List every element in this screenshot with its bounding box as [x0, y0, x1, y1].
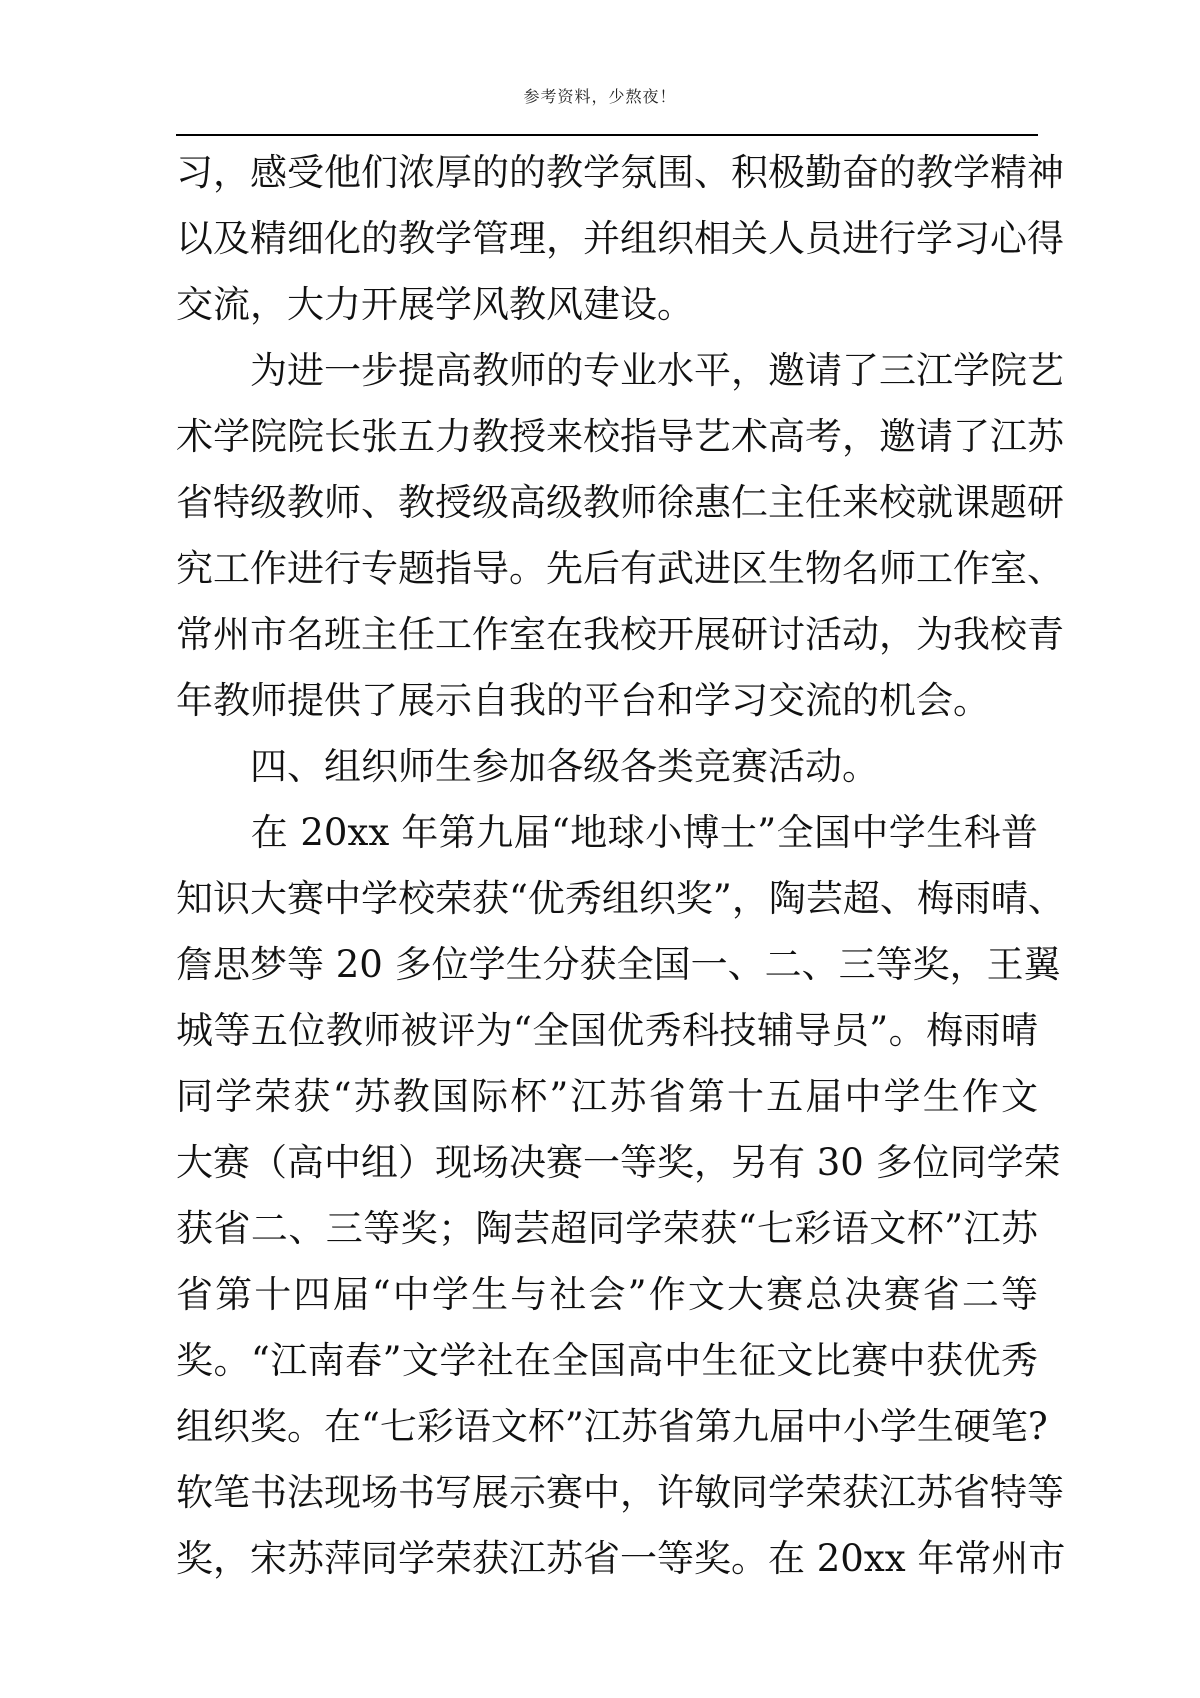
text-line: 詹思梦等 20 多位学生分获全国一、二、三等奖，王翼 — [176, 943, 1061, 986]
text-line: 知识大赛中学校荣获“优秀组织奖”，陶芸超、梅雨晴、 — [176, 877, 1065, 920]
text-line: 以及精细化的教学管理，并组织相关人员进行学习心得 — [176, 217, 1064, 260]
text-line: 交流，大力开展学风教风建设。 — [176, 283, 694, 326]
text-line: 组织奖。在“七彩语文杯”江苏省第九届中小学生硬笔? — [176, 1405, 1048, 1448]
text-line: 同学荣获“苏教国际杯”江苏省第十五届中学生作文 — [176, 1075, 1038, 1118]
text-line: 年教师提供了展示自我的平台和学习交流的机会。 — [176, 679, 990, 722]
text-line: 术学院院长张五力教授来校指导艺术高考，邀请了江苏 — [176, 415, 1064, 458]
text-line: 省特级教师、教授级高级教师徐惠仁主任来校就课题研 — [176, 481, 1064, 524]
text-line: 四、组织师生参加各级各类竞赛活动。 — [176, 745, 879, 788]
text-line: 究工作进行专题指导。先后有武进区生物名师工作室、 — [176, 547, 1064, 590]
text-line: 城等五位教师被评为“全国优秀科技辅导员”。梅雨晴 — [176, 1009, 1038, 1052]
text-line: 奖，宋苏萍同学荣获江苏省一等奖。在 20xx 年常州市 — [176, 1537, 1066, 1580]
text-line: 软笔书法现场书写展示赛中，许敏同学荣获江苏省特等 — [176, 1471, 1064, 1514]
text-line: 在 20xx 年第九届“地球小博士”全国中学生科普 — [176, 811, 1038, 854]
text-line: 为进一步提高教师的专业水平，邀请了三江学院艺 — [176, 349, 1064, 392]
text-line: 奖。“江南春”文学社在全国高中生征文比赛中获优秀 — [176, 1339, 1038, 1382]
document-body — [176, 140, 1066, 1592]
header-rule — [176, 134, 1038, 136]
text-line: 常州市名班主任工作室在我校开展研讨活动，为我校青 — [176, 613, 1064, 656]
text-line: 大赛（高中组）现场决赛一等奖，另有 30 多位同学荣 — [176, 1141, 1061, 1184]
page-header: 参考资料，少熬夜！ — [523, 87, 677, 106]
text-line: 获省二、三等奖；陶芸超同学荣获“七彩语文杯”江苏 — [176, 1207, 1038, 1250]
text-line: 省第十四届“中学生与社会”作文大赛总决赛省二等 — [176, 1273, 1038, 1316]
text-line: 习，感受他们浓厚的的教学氛围、积极勤奋的教学精神 — [176, 151, 1064, 194]
